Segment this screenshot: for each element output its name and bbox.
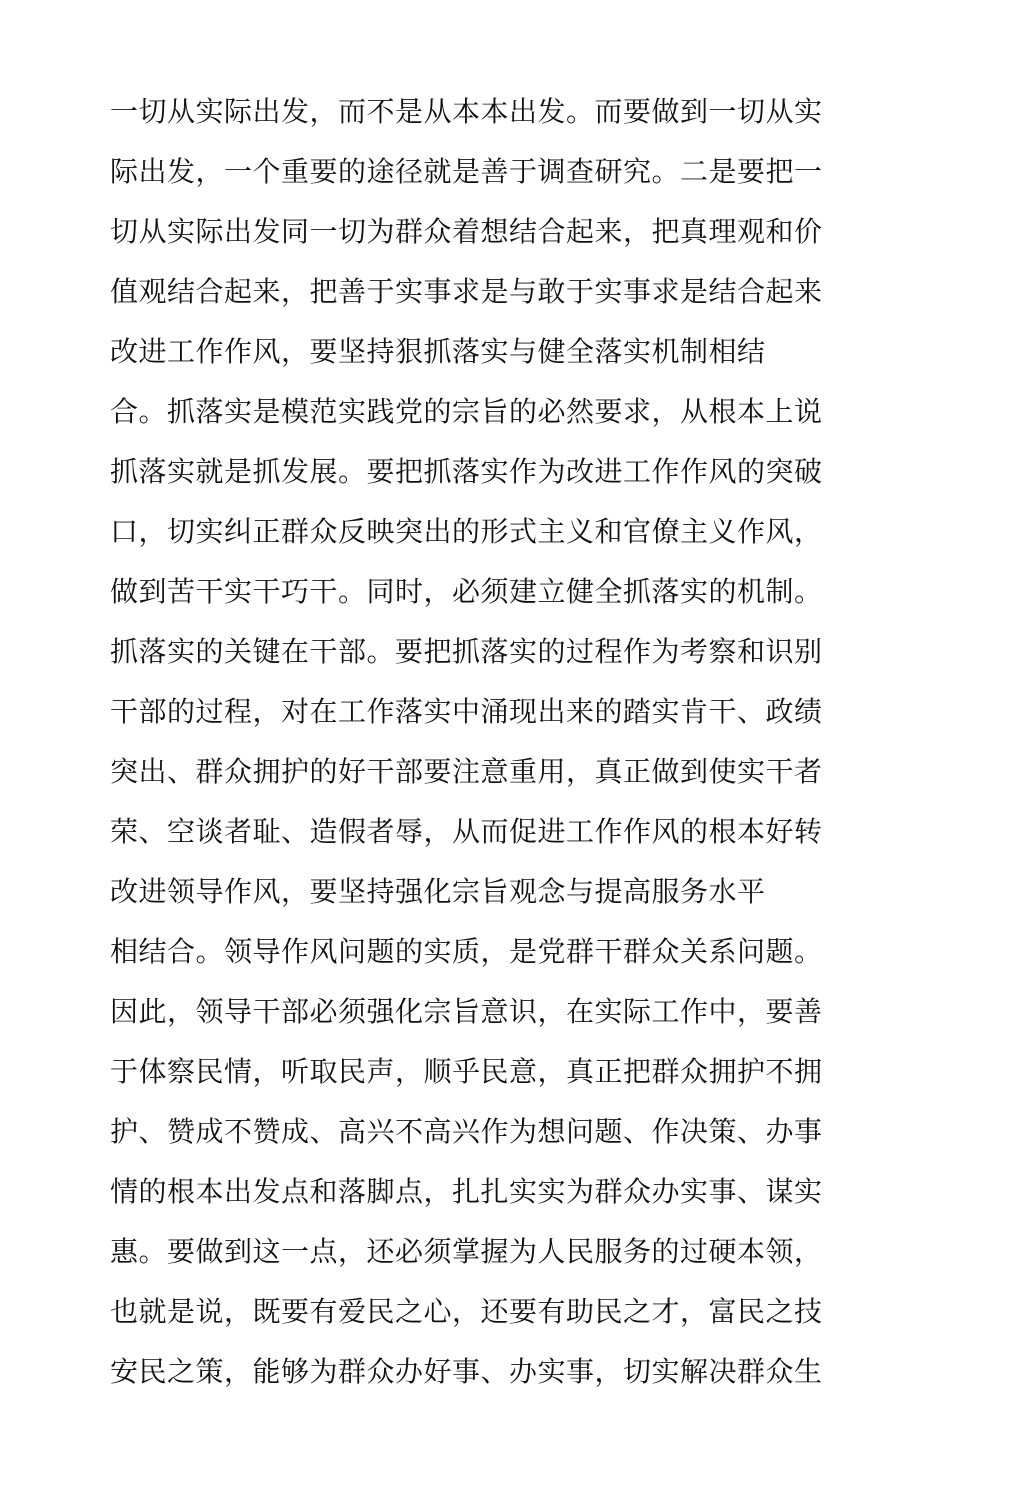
text-line: 做到苦干实干巧干。同时，必须建立健全抓落实的机制。 (110, 575, 823, 608)
text-line: 改进工作作风，要坚持狠抓落实与健全落实机制相结 (110, 335, 766, 368)
text-line: 抓落实就是抓发展。要把抓落实作为改进工作作风的突破 (110, 455, 823, 488)
text-line: 荣、空谈者耻、造假者辱，从而促进工作作风的根本好转 (110, 815, 823, 848)
text-line: 合。抓落实是模范实践党的宗旨的必然要求，从根本上说 (110, 395, 823, 428)
text-line: 因此，领导干部必须强化宗旨意识，在实际工作中，要善 (110, 995, 823, 1028)
text-line: 情的根本出发点和落脚点，扎扎实实为群众办实事、谋实 (110, 1175, 823, 1208)
text-line: 于体察民情，听取民声，顺乎民意，真正把群众拥护不拥 (110, 1055, 823, 1088)
text-line: 相结合。领导作风问题的实质，是党群干群众关系问题。 (110, 935, 823, 968)
text-line: 改进领导作风，要坚持强化宗旨观念与提高服务水平 (110, 875, 766, 908)
text-line: 安民之策，能够为群众办好事、办实事，切实解决群众生 (110, 1355, 823, 1388)
text-line: 切从实际出发同一切为群众着想结合起来，把真理观和价 (110, 215, 823, 248)
text-line: 干部的过程，对在工作落实中涌现出来的踏实肯干、政绩 (110, 695, 823, 728)
text-line: 口，切实纠正群众反映突出的形式主义和官僚主义作风， (110, 515, 823, 548)
text-line: 也就是说，既要有爱民之心，还要有助民之才，富民之技 (110, 1295, 823, 1328)
text-line: 际出发，一个重要的途径就是善于调查研究。二是要把一 (110, 155, 823, 188)
text-line: 护、赞成不赞成、高兴不高兴作为想问题、作决策、办事 (110, 1115, 823, 1148)
text-line: 突出、群众拥护的好干部要注意重用，真正做到使实干者 (110, 755, 823, 788)
text-line: 抓落实的关键在干部。要把抓落实的过程作为考察和识别 (110, 635, 823, 668)
text-line: 惠。要做到这一点，还必须掌握为人民服务的过硬本领， (110, 1235, 823, 1268)
text-line: 一切从实际出发，而不是从本本出发。而要做到一切从实 (110, 95, 823, 128)
body-text (110, 82, 870, 1402)
text-line: 值观结合起来，把善于实事求是与敢于实事求是结合起来 (110, 275, 823, 308)
